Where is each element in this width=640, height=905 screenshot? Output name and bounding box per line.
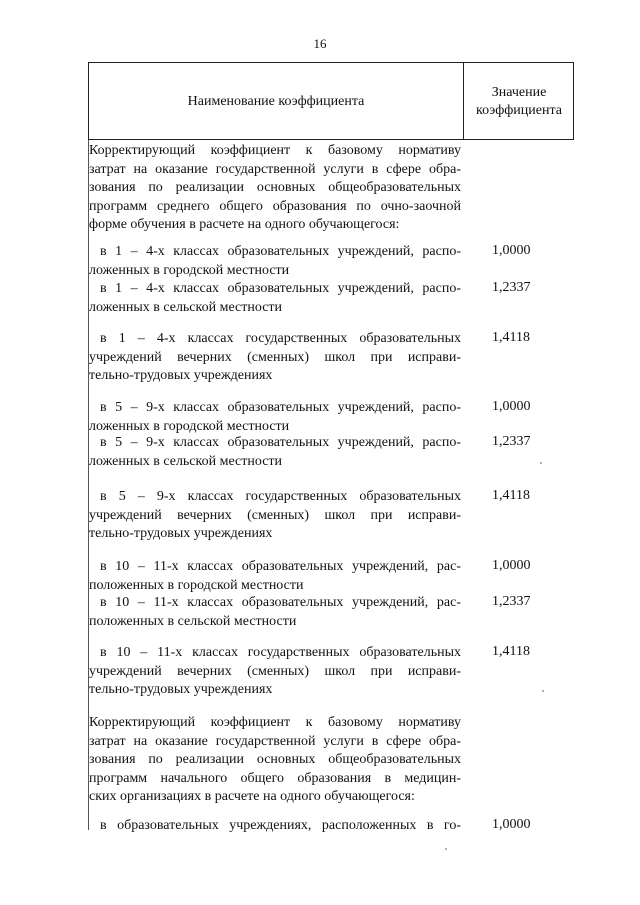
- text-line: затрат на оказание государственной услуги в сфере обра-: [89, 733, 461, 749]
- coefficient-value: 1,0000: [492, 558, 531, 573]
- text-line: тельно-трудовых учреждениях: [89, 526, 273, 541]
- text-line: затрат на оказание государственной услуги в сфере обра-: [89, 161, 461, 177]
- text-line: ложенных в сельской местности: [89, 299, 283, 315]
- scan-speck: [540, 462, 542, 464]
- text-line: учреждений вечерних (сменных) школ при исправи-: [89, 507, 461, 523]
- text-line: тельно-трудовых учреждениях: [89, 682, 273, 697]
- text-line: учреждений вечерних (сменных) школ при исправи-: [89, 349, 461, 365]
- header-value-column: [464, 63, 574, 141]
- text-line: в 5 – 9-х классах образовательных учреждений, распо-: [100, 400, 461, 415]
- text-line: Корректирующий коэффициент к базовому нормативу: [89, 715, 461, 730]
- text-line: форме обучения в расчете на одного обучающегося:: [89, 217, 400, 232]
- scan-speck: [542, 690, 544, 692]
- text-line: в 10 – 11-х классах образовательных учреждений, рас-: [100, 595, 461, 610]
- text-line: ложенных в сельской местности: [89, 453, 283, 469]
- table-header: [88, 62, 574, 140]
- coefficient-row: [89, 558, 461, 595]
- text-line: ложенных в городской местности: [89, 418, 290, 434]
- text-line: положенных в городской местности: [89, 577, 304, 593]
- text-line: положенных в сельской местности: [89, 613, 297, 629]
- text-line: в 10 – 11-х классах государственных образовательных: [100, 645, 461, 660]
- coefficient-value: 1,4118: [492, 644, 530, 659]
- coefficient-value: 1,2337: [492, 434, 531, 449]
- coefficient-value: 1,4118: [492, 330, 530, 345]
- coefficient-value: 1,0000: [492, 399, 531, 414]
- text-line: в 10 – 11-х классах образовательных учреждений, рас-: [100, 559, 461, 574]
- text-line: Корректирующий коэффициент к базовому нормативу: [89, 143, 461, 158]
- coefficient-row: [89, 399, 461, 436]
- coefficient-row: [89, 488, 461, 544]
- header-value-line1: Значение: [491, 85, 547, 100]
- text-line: в 5 – 9-х классах образовательных учреждений, распо-: [100, 435, 461, 450]
- coefficient-row: [89, 280, 461, 317]
- coefficient-value: 1,0000: [492, 817, 531, 832]
- text-line: в 1 – 4-х классах образовательных учреждений, распо-: [100, 281, 461, 296]
- coefficient-row: [89, 243, 461, 280]
- text-line: зования по реализации основных общеобразовательных: [89, 180, 461, 195]
- text-line: зования по реализации основных общеобразовательных: [89, 752, 461, 767]
- text-line: учреждений вечерних (сменных) школ при исправи-: [89, 663, 461, 679]
- header-name-column: Наименование коэффициента: [187, 94, 365, 109]
- coefficient-value: 1,4118: [492, 488, 530, 503]
- coefficient-row: [89, 434, 461, 471]
- text-line: в образовательных учреждениях, расположенных в го-: [100, 818, 461, 833]
- section-intro-primary-medical: [89, 714, 461, 807]
- text-line: в 1 – 4-х классах образовательных учреждений, распо-: [100, 244, 461, 259]
- text-line: в 5 – 9-х классах государственных образовательных: [100, 489, 461, 504]
- coefficient-row: [89, 594, 461, 631]
- text-line: программ среднего общего образования по очно-заочной: [89, 198, 461, 214]
- text-line: ских организациях в расчете на одного обучающегося:: [89, 789, 415, 804]
- coefficient-row: [89, 817, 461, 836]
- coefficient-value: 1,2337: [492, 280, 531, 295]
- section-intro-secondary: [89, 142, 461, 235]
- page-number: 16: [313, 36, 327, 51]
- text-line: программ начального общего образования в медицин-: [89, 770, 461, 786]
- scan-speck: [445, 848, 447, 850]
- text-line: тельно-трудовых учреждениях: [89, 368, 273, 383]
- coefficient-value: 1,0000: [492, 243, 531, 258]
- header-value-line2: коэффициента: [476, 103, 562, 118]
- coefficient-value: 1,2337: [492, 594, 531, 609]
- text-line: ложенных в городской местности: [89, 262, 290, 278]
- text-line: в 1 – 4-х классах государственных образовательных: [100, 331, 461, 346]
- coefficient-row: [89, 644, 461, 700]
- coefficient-row: [89, 330, 461, 386]
